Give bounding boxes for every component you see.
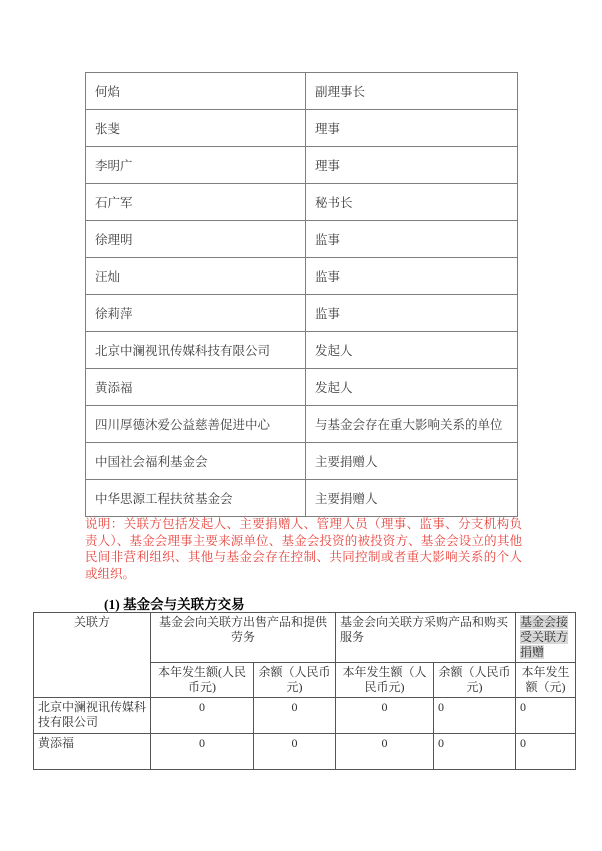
- transactions-table: [33, 612, 576, 770]
- group-header-row: [34, 613, 576, 663]
- party-role-cell: 主要捐赠人: [306, 443, 518, 480]
- party-role-cell: 发起人: [306, 369, 518, 406]
- value-cell: 0: [336, 734, 434, 770]
- sub-header-balance: 余额（人民币元): [254, 663, 336, 698]
- value-cell: 0: [336, 698, 434, 734]
- party-name-cell: 李明广: [86, 147, 306, 184]
- party-name-cell: 四川厚德沐爱公益慈善促进中心: [86, 406, 306, 443]
- table-row: [86, 295, 518, 332]
- donations-received-group-header: [516, 613, 576, 663]
- table-row: [86, 480, 518, 517]
- sub-header-balance: 余额（人民币元): [434, 663, 516, 698]
- table-row: [34, 734, 576, 770]
- table-row: [86, 258, 518, 295]
- sub-header-amount: 本年发生额(人民币元): [151, 663, 254, 698]
- party-name-cell: 中华思源工程扶贫基金会: [86, 480, 306, 517]
- table-row: [86, 443, 518, 480]
- table-row: [86, 147, 518, 184]
- related-party-note: 说明：关联方包括发起人、主要捐赠人、管理人员（理事、监事、分支机构负责人）、基金会理事主要来源单位、基金会投资的被投资方、基金会设立的其他民间非营利组织、其他与基金会存在控制、共同控制或者重大影响关系的个人或组织。: [85, 517, 522, 581]
- party-name-cell: 北京中澜视讯传媒科技有限公司: [86, 332, 306, 369]
- party-role-cell: 秘书长: [306, 184, 518, 221]
- party-name-cell: 张斐: [86, 110, 306, 147]
- table-row: [86, 406, 518, 443]
- table-row: [86, 73, 518, 110]
- related-party-column-header: 关联方: [34, 613, 151, 698]
- party-name-cell: 汪灿: [86, 258, 306, 295]
- party-role-cell: 理事: [306, 110, 518, 147]
- party-role-cell: 监事: [306, 221, 518, 258]
- table-row: [86, 110, 518, 147]
- party-role-cell: 监事: [306, 258, 518, 295]
- table-row: [86, 369, 518, 406]
- party-name-cell: 徐莉萍: [86, 295, 306, 332]
- sub-header-amount: 本年发生额（元): [516, 663, 576, 698]
- table-row: [86, 221, 518, 258]
- party-role-cell: 副理事长: [306, 73, 518, 110]
- party-role-cell: 与基金会存在重大影响关系的单位: [306, 406, 518, 443]
- party-role-cell: 理事: [306, 147, 518, 184]
- value-cell: 0: [434, 734, 516, 770]
- party-role-cell: 主要捐赠人: [306, 480, 518, 517]
- value-cell: 0: [254, 734, 336, 770]
- table-row: [86, 184, 518, 221]
- roles-table: [85, 72, 518, 517]
- value-cell: 0: [434, 698, 516, 734]
- related-party-cell: 黄添福: [34, 734, 151, 770]
- party-role-cell: 发起人: [306, 332, 518, 369]
- party-name-cell: 何焰: [86, 73, 306, 110]
- party-name-cell: 徐理明: [86, 221, 306, 258]
- highlighted-text: 基金会接受关联方捐赠: [520, 615, 569, 659]
- sub-header-amount: 本年发生额（人民币元): [336, 663, 434, 698]
- party-name-cell: 黄添福: [86, 369, 306, 406]
- value-cell: 0: [151, 734, 254, 770]
- party-name-cell: 中国社会福利基金会: [86, 443, 306, 480]
- purchases-group-header: 基金会向关联方采购产品和购买服务: [336, 613, 516, 663]
- table-row: [34, 698, 576, 734]
- value-cell: 0: [516, 734, 576, 770]
- value-cell: 0: [151, 698, 254, 734]
- sales-services-group-header: 基金会向关联方出售产品和提供劳务: [151, 613, 336, 663]
- section-heading: (1) 基金会与关联方交易: [104, 597, 245, 612]
- related-party-cell: 北京中澜视讯传媒科技有限公司: [34, 698, 151, 734]
- table-row: [86, 332, 518, 369]
- value-cell: 0: [516, 698, 576, 734]
- party-name-cell: 石广军: [86, 184, 306, 221]
- value-cell: 0: [254, 698, 336, 734]
- party-role-cell: 监事: [306, 295, 518, 332]
